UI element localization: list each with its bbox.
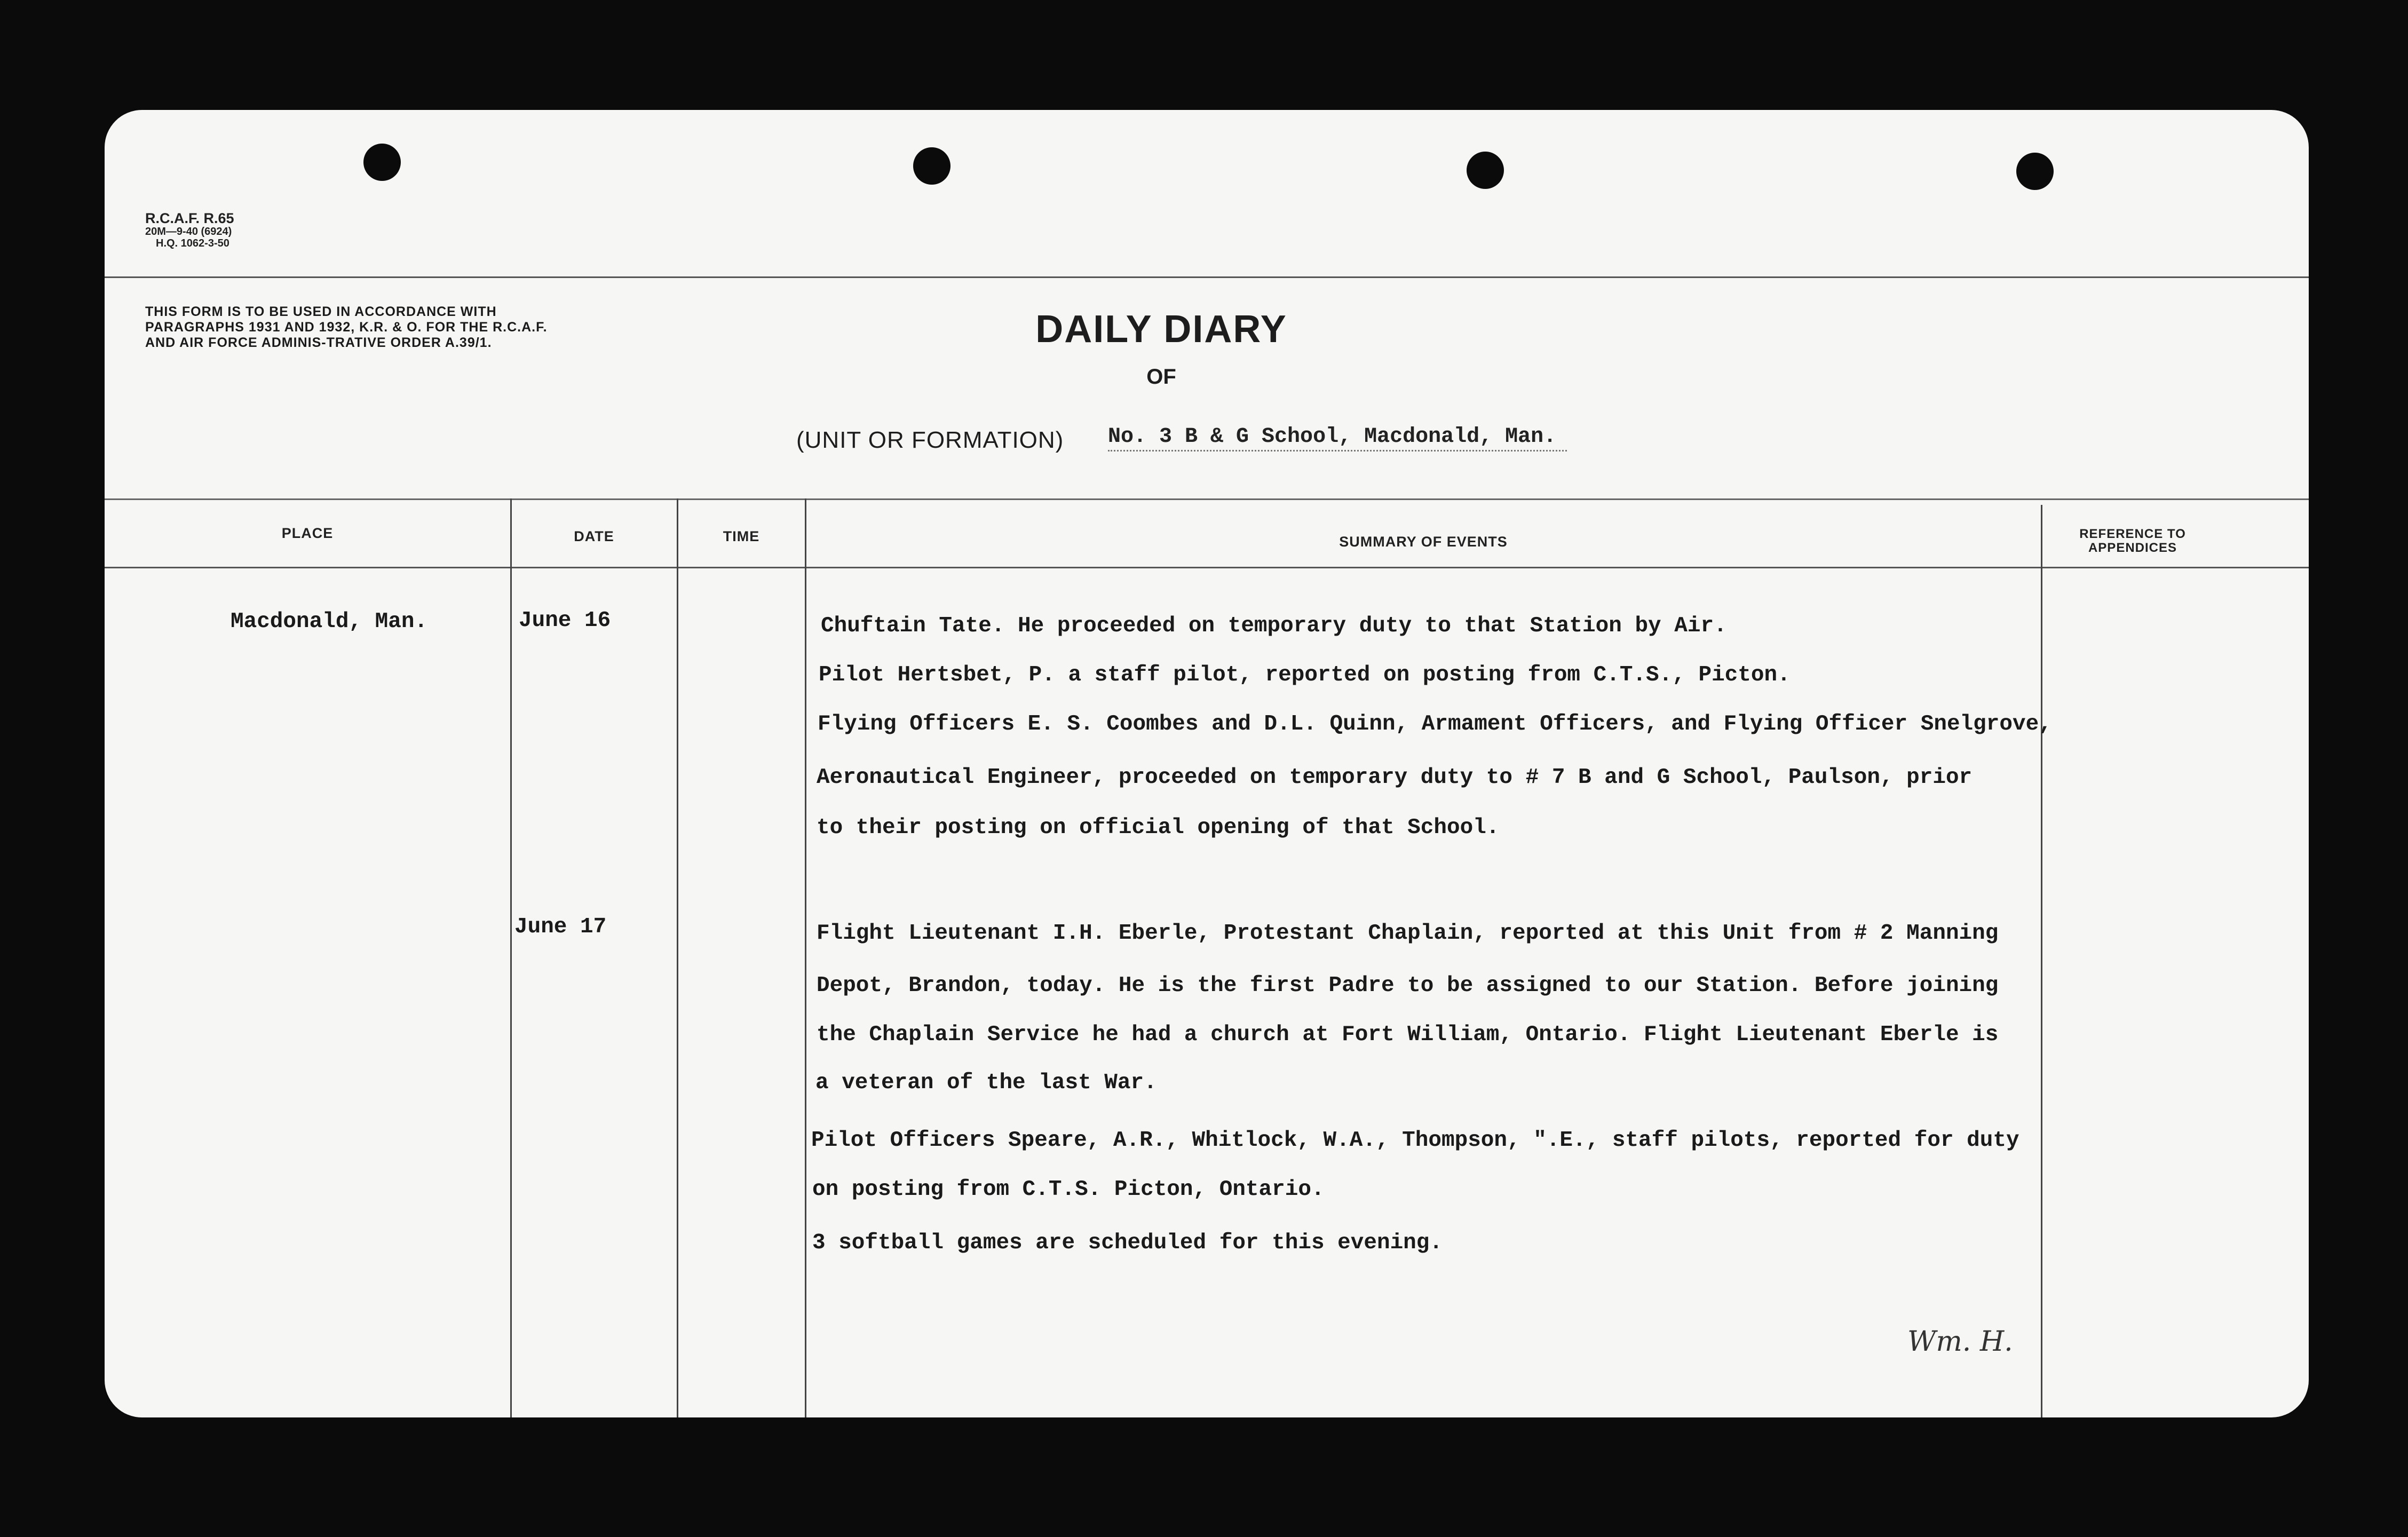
form-code-line: 20M—9-40 (6924) (145, 226, 232, 237)
column-header-place: PLACE (281, 525, 334, 541)
summary-line: Flight Lieutenant I.H. Eberle, Protestant Chaplain, reported at this Unit from # 2 Manning (817, 921, 1999, 946)
summary-line: on posting from C.T.S. Picton, Ontario. (812, 1177, 1325, 1202)
column-divider (805, 498, 806, 1417)
punch-hole (363, 144, 401, 181)
punch-hole (1467, 152, 1504, 189)
column-header-date: DATE (574, 528, 614, 544)
summary-line: Chuftain Tate. He proceeded on temporary duty to that Station by Air. (821, 614, 1727, 638)
divider (105, 567, 2309, 568)
punch-hole (913, 147, 950, 185)
signature: Wm. H. (1907, 1326, 2013, 1358)
column-header-summary: SUMMARY OF EVENTS (1339, 534, 1508, 550)
summary-line: Flying Officers E. S. Coombes and D.L. Quinn, Armament Officers, and Flying Officer Snelgrove, (818, 712, 2052, 736)
summary-line: Aeronautical Engineer, proceeded on temporary duty to # 7 B and G School, Paulson, prior (817, 765, 1973, 790)
title-of: OF (1146, 365, 1176, 389)
unit-label: (UNIT OR FORMATION) (796, 427, 1064, 453)
form-code-line: H.Q. 1062-3-50 (156, 237, 229, 249)
page-title: DAILY DIARY (1035, 308, 1287, 351)
column-divider (2041, 505, 2042, 1417)
column-divider (510, 498, 512, 1417)
diary-page (105, 110, 2309, 1417)
summary-line: Pilot Officers Speare, A.R., Whitlock, W.A., Thompson, ".E., staff pilots, reported for duty (811, 1128, 2019, 1153)
entry-date: June 17 (514, 915, 607, 939)
column-header-reference: REFERENCE TO APPENDICES (2079, 527, 2186, 555)
summary-line: the Chaplain Service he had a church at Fort William, Ontario. Flight Lieutenant Eberle is (817, 1023, 1999, 1047)
form-code (145, 211, 234, 249)
column-divider (677, 498, 678, 1417)
entry-place: Macdonald, Man. (231, 609, 428, 634)
divider (105, 276, 2309, 278)
entry-date: June 16 (519, 608, 611, 633)
summary-line: 3 softball games are scheduled for this evening. (812, 1231, 1443, 1255)
unit-value: No. 3 B & G School, Macdonald, Man. (1108, 425, 1567, 451)
column-header-time: TIME (723, 528, 760, 544)
summary-line: Depot, Brandon, today. He is the first Padre to be assigned to our Station. Before joining (817, 973, 1999, 998)
form-instructions: THIS FORM IS TO BE USED IN ACCORDANCE WITH PARAGRAPHS 1931 AND 1932, K.R. & O. FOR THE R.C.A.F. AND AIR FORCE ADMINIS-TRATIVE ORDER A.39/1. (145, 304, 548, 350)
summary-line: Pilot Hertsbet, P. a staff pilot, reported on posting from C.T.S., Picton. (819, 663, 1791, 687)
summary-line: to their posting on official opening of that School. (817, 815, 1500, 840)
summary-line: a veteran of the last War. (815, 1071, 1157, 1095)
punch-hole (2016, 153, 2054, 190)
form-code-line: R.C.A.F. R.65 (145, 210, 234, 226)
divider (105, 498, 2309, 500)
